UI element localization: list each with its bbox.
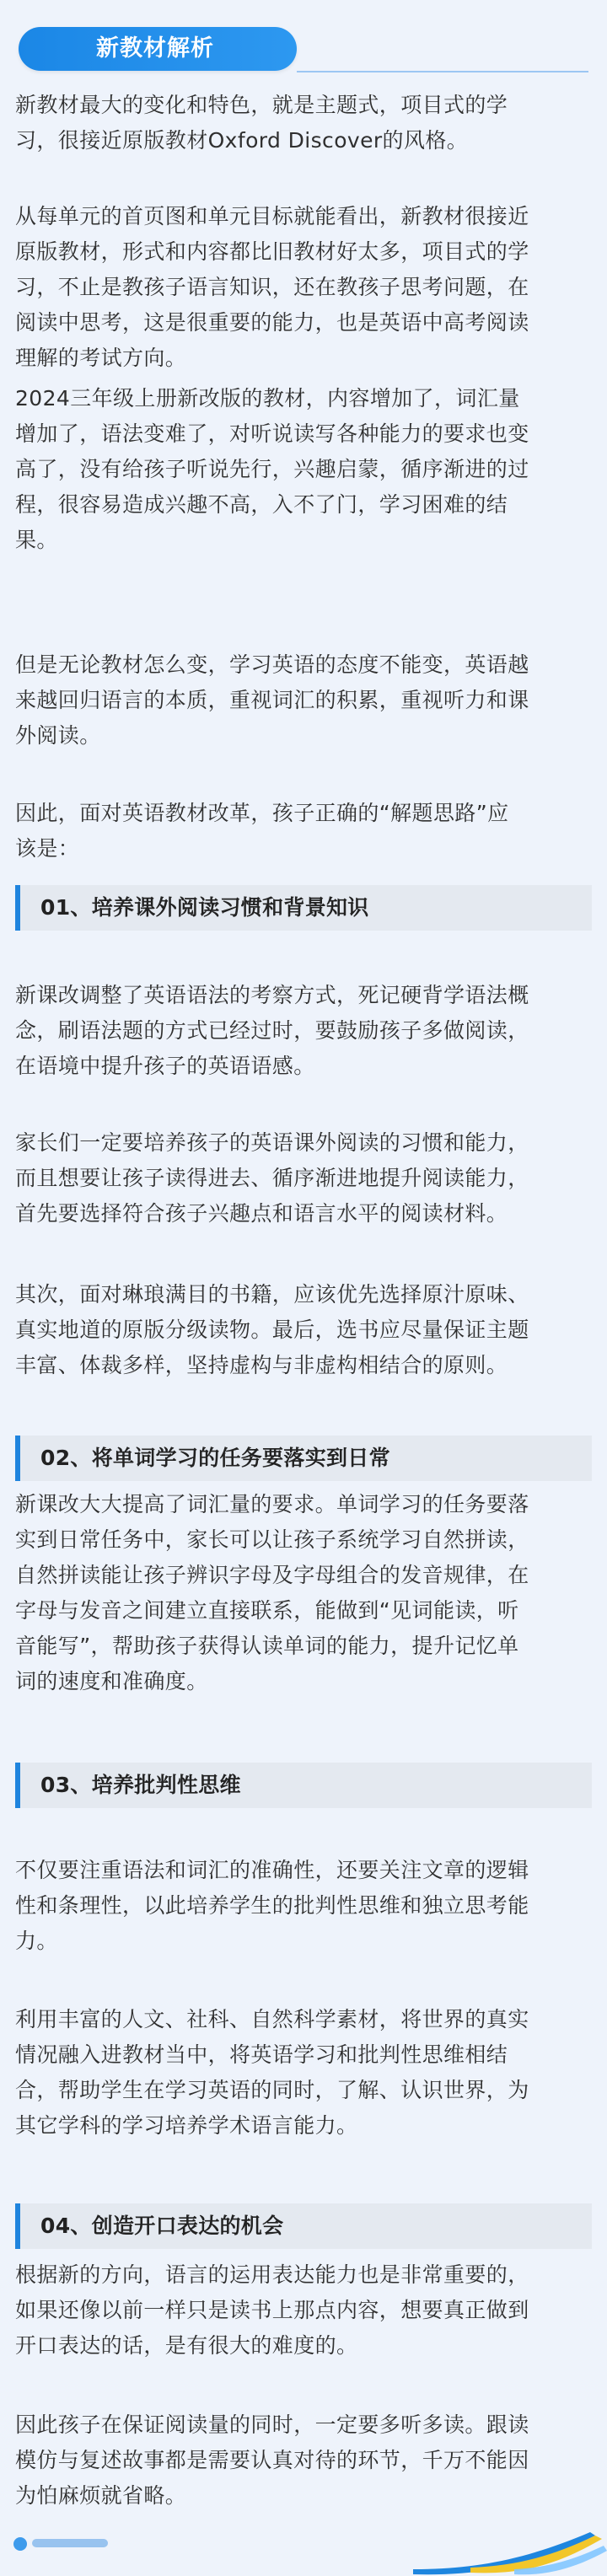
section-title: 04、创造开口表达的机会 <box>40 2214 284 2238</box>
paragraph-section-01-2: 家长们一定要培养孩子的英语课外阅读的习惯和能力， 而且想要让孩子读得进去、循序渐进地提升阅读能力， 首先要选择符合孩子兴趣点和语言水平的阅读材料。 <box>15 1130 529 1226</box>
header-divider <box>297 71 588 72</box>
paragraph-section-01-1: 新课改调整了英语语法的考察方式，死记硬背学语法概 念，刷语法题的方式已经过时，要鼓励孩子多做阅读， 在语境中提升孩子的英语语感。 <box>15 983 529 1078</box>
section-heading-04 <box>15 2203 592 2249</box>
brand-logo-icon <box>10 2530 128 2557</box>
page-title: 新教材解析 <box>96 35 214 62</box>
paragraph-intro-3: 2024三年级上册新改版的教材，内容增加了，词汇量 增加了，语法变难了，对听说读写各种能力的要求也变 高了，没有给孩子听说先行，兴趣启蒙，循序渐进的过 程，很容易造成兴趣不高，入不了门，学习困难的结 果。 <box>15 386 529 552</box>
section-title: 02、将单词学习的任务要落实到日常 <box>40 1446 390 1470</box>
section-heading-01 <box>15 885 592 931</box>
paragraph-section-01-3: 其次，面对琳琅满目的书籍，应该优先选择原汁原味、 真实地道的原版分级读物。最后，选书应尽量保证主题 丰富、体裁多样，坚持虚构与非虚构相结合的原则。 <box>15 1282 529 1377</box>
paragraph-section-02-1: 新课改大大提高了词汇量的要求。单词学习的任务要落 实到日常任务中，家长可以让孩子系统学习自然拼读， 自然拼读能让孩子辨识字母及字母组合的发音规律，在 字母与发音之间建立直接联系，能做到“见词能读，听 音能写”，帮助孩子获得认读单词的能力，提升记忆单 词的速度和准确度。 <box>15 1492 529 1693</box>
article-header <box>0 24 607 74</box>
blue-yellow-swoosh-icon <box>396 2520 607 2576</box>
paragraph-section-03-2: 利用丰富的人文、社科、自然科学素材，将世界的真实 情况融入进教材当中，将英语学习和批判性思维相结 合，帮助学生在学习英语的同时，了解、认识世界，为 其它学科的学习培养学术语言能力。 <box>15 2007 529 2138</box>
paragraph-intro-4: 但是无论教材怎么变，学习英语的态度不能变，英语越 来越回归语言的本质，重视词汇的积累，重视听力和课 外阅读。 <box>15 652 529 748</box>
paragraph-intro-1: 新教材最大的变化和特色，就是主题式，项目式的学 习，很接近原版教材Oxford Discover的风格。 <box>15 93 508 153</box>
section-heading-02 <box>15 1436 592 1481</box>
header-pill <box>19 27 297 71</box>
paragraph-section-04-1: 根据新的方向，语言的运用表达能力也是非常重要的， 如果还像以前一样只是读书上那点内容，想要真正做到 开口表达的话，是有很大的难度的。 <box>15 2262 529 2358</box>
paragraph-section-03-1: 不仅要注重语法和词汇的准确性，还要关注文章的逻辑 性和条理性，以此培养学生的批判性思维和独立思考能 力。 <box>15 1858 529 1953</box>
footer-decoration <box>0 2520 607 2576</box>
section-heading-03 <box>15 1763 592 1808</box>
section-title: 03、培养批判性思维 <box>40 1773 241 1797</box>
paragraph-intro-5: 因此，面对英语教材改革，孩子正确的“解题思路”应 该是： <box>15 801 509 861</box>
section-title: 01、培养课外阅读习惯和背景知识 <box>40 895 369 920</box>
paragraph-section-04-2: 因此孩子在保证阅读量的同时，一定要多听多读。跟读 模仿与复述故事都是需要认真对待的环节，千万不能因 为怕麻烦就省略。 <box>15 2412 529 2508</box>
paragraph-intro-2: 从每单元的首页图和单元目标就能看出，新教材很接近 原版教材，形式和内容都比旧教材好太多，项目式的学 习，不止是教孩子语言知识，还在教孩子思考问题，在 阅读中思考，这是很重要的能力，也是英语中高考阅读 理解的考试方向。 <box>15 204 529 370</box>
